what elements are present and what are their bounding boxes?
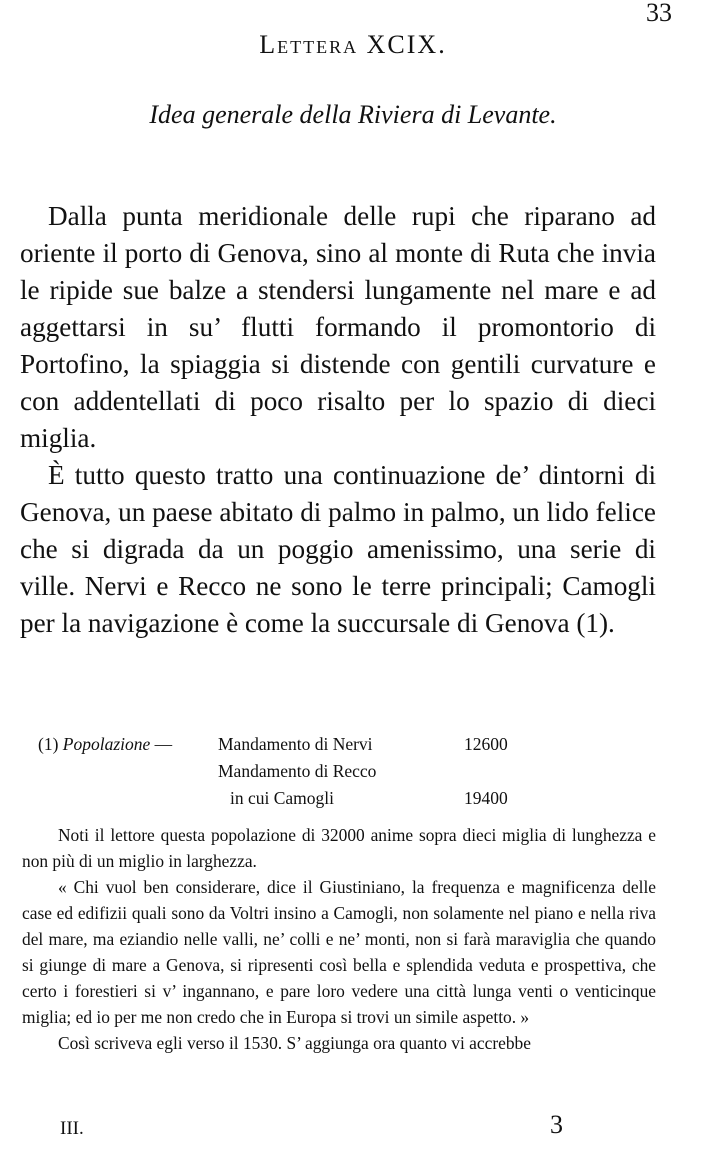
footnote-population-table (38, 731, 508, 812)
footnote-place: Mandamento di Nervi (218, 734, 373, 754)
footnote-row (38, 731, 508, 758)
paragraph-2: È tutto questo tratto una continuazione de’ dintorni di Genova, un paese abitato di palmo in palmo, un lido felice che si digrada da un poggio amenissimo, una serie di ville. Nervi e Recco ne sono le terre principali; Camogli per la navigazione è come la succursale di Genova (1). (20, 460, 656, 638)
footnote-row (38, 758, 508, 785)
footnote-place: Mandamento di Recco (218, 761, 377, 781)
letter-title: Lettera XCIX. (259, 30, 447, 59)
footnote-value: 19400 (464, 788, 508, 808)
footnote-label-cell (38, 731, 218, 758)
footnote-place: in cui Camogli (230, 788, 335, 808)
footnote-value (464, 758, 508, 785)
footnote-text (22, 822, 656, 1056)
footnote-paragraph: « Chi vuol ben considerare, dice il Giustiniano, la frequenza e magnificenza delle case ed edifizii quali sono da Voltri insino a Camogli, non solamente nel piano e nella riva del mare, ma eziandio nelle valli, ne’ colli e ne’ monti, non si farà maraviglia che quando si giunge di mare a Genova, si ripresenti così bella e splendida veduta e prospettiva, che certo i forestieri si v’ ingannano, e pare loro vedere una città lunga venti o venticinque miglia; ed io per me non credo che in Europa si trovi un simile aspetto. » (22, 877, 656, 1027)
footnote-dash: — (154, 734, 173, 754)
footnote-value: 12600 (464, 734, 508, 754)
paragraph-1: Dalla punta meridionale delle rupi che riparano ad oriente il porto di Genova, sino al monte di Ruta che invia le ripide sue balze a stendersi lungamente nel mare e ad aggettarsi in su’ flutti formando il promontorio di Portofino, la spiaggia si distende con gentili curvature e con addentellati di poco risalto per lo spazio di dieci miglia. (20, 201, 656, 453)
signature-mark: III. (60, 1118, 84, 1139)
main-text (20, 198, 656, 642)
footnote-row (38, 785, 508, 812)
page-number: 33 (646, 0, 672, 27)
footnote-label: Popolazione (62, 734, 151, 754)
gathering-number: 3 (550, 1110, 563, 1139)
chapter-subtitle: Idea generale della Riviera di Levante. (149, 100, 557, 129)
footnote-paragraph: Noti il lettore questa popolazione di 32000 anime sopra dieci miglia di lunghezza e non più di un miglio in larghezza. (22, 825, 656, 871)
footnote-paragraph: Così scriveva egli verso il 1530. S’ aggiunga ora quanto vi accrebbe (58, 1033, 531, 1053)
footnote-marker: (1) (38, 734, 59, 754)
